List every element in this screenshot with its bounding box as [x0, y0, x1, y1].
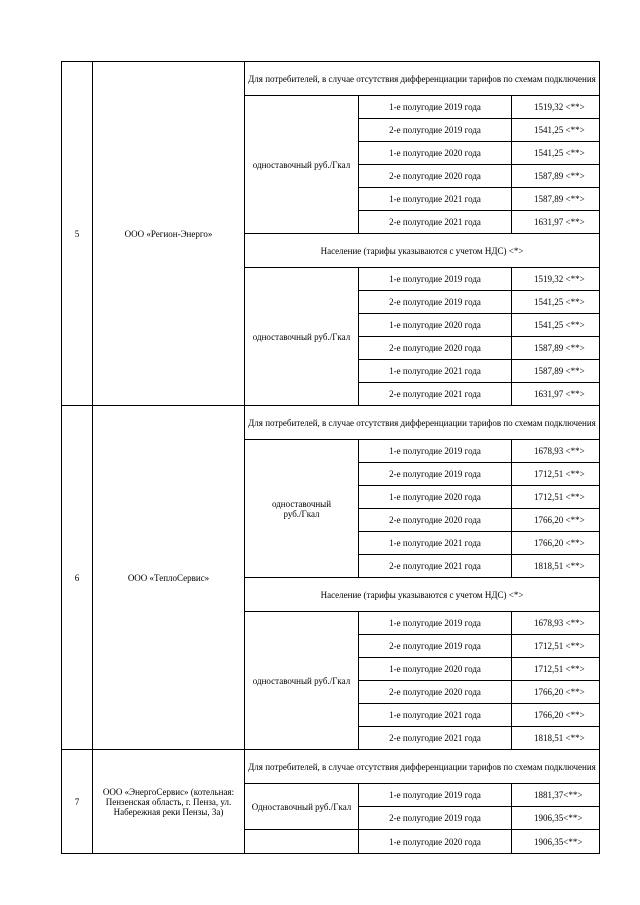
tariff-value: 1818,51 <**>	[512, 555, 600, 578]
tariff-value: 1678,93 <**>	[512, 612, 600, 635]
period: 1-е полугодие 2020 года	[359, 142, 512, 165]
period: 2-е полугодие 2019 года	[359, 291, 512, 314]
period: 2-е полугодие 2021 года	[359, 211, 512, 234]
period: 1-е полугодие 2020 года	[359, 314, 512, 337]
section-title-row	[62, 750, 600, 784]
tariff-value: 1766,20 <**>	[512, 509, 600, 532]
period: 1-е полугодие 2019 года	[359, 268, 512, 291]
period: 2-е полугодие 2021 года	[359, 383, 512, 406]
section-title: Население (тарифы указываются с учетом НДС) <*>	[245, 234, 600, 268]
tariff-value: 1766,20 <**>	[512, 681, 600, 704]
period: 1-е полугодие 2021 года	[359, 360, 512, 383]
section-title: Для потребителей, в случае отсутствия дифференциации тарифов по схемам подключения	[245, 62, 600, 96]
period: 2-е полугодие 2019 года	[359, 807, 512, 830]
tariff-value: 1766,20 <**>	[512, 532, 600, 555]
period: 2-е полугодие 2020 года	[359, 337, 512, 360]
tariff-table-body	[62, 62, 600, 854]
section-title-row	[62, 62, 600, 96]
tariff-value: 1881,37<**>	[512, 784, 600, 807]
section-title: Население (тарифы указываются с учетом НДС) <*>	[245, 578, 600, 612]
period: 1-е полугодие 2019 года	[359, 440, 512, 463]
tariff-value: 1541,25 <**>	[512, 291, 600, 314]
period: 1-е полугодие 2020 года	[359, 658, 512, 681]
tariff-value: 1631,97 <**>	[512, 211, 600, 234]
section-title-row	[62, 406, 600, 440]
period: 2-е полугодие 2020 года	[359, 509, 512, 532]
group-number: 6	[62, 406, 93, 750]
group-number: 5	[62, 62, 93, 406]
tariff-value: 1519,32 <**>	[512, 268, 600, 291]
tariff-value: 1678,93 <**>	[512, 440, 600, 463]
tariff-type: одноставочный руб./Гкал	[245, 440, 359, 578]
period: 2-е полугодие 2020 года	[359, 681, 512, 704]
group-number: 7	[62, 750, 93, 854]
period: 1-е полугодие 2019 года	[359, 784, 512, 807]
tariff-value: 1818,51 <**>	[512, 727, 600, 750]
tariff-table	[61, 61, 600, 854]
tariff-type: Одноставочный руб./Гкал	[245, 784, 359, 830]
period: 1-е полугодие 2019 года	[359, 612, 512, 635]
tariff-value: 1906,35<**>	[512, 807, 600, 830]
tariff-value: 1712,51 <**>	[512, 658, 600, 681]
period: 2-е полугодие 2019 года	[359, 635, 512, 658]
tariff-value: 1766,20 <**>	[512, 704, 600, 727]
organization-name: ООО «ТеплоСервис»	[93, 406, 245, 750]
tariff-value: 1906,35<**>	[512, 830, 600, 854]
tariff-value: 1712,51 <**>	[512, 635, 600, 658]
tariff-value: 1631,97 <**>	[512, 383, 600, 406]
section-title: Для потребителей, в случае отсутствия дифференциации тарифов по схемам подключения	[245, 750, 600, 784]
tariff-value: 1519,32 <**>	[512, 96, 600, 119]
tariff-value: 1712,51 <**>	[512, 463, 600, 486]
period: 1-е полугодие 2020 года	[359, 830, 512, 854]
tariff-value: 1541,25 <**>	[512, 314, 600, 337]
period: 2-е полугодие 2021 года	[359, 555, 512, 578]
period: 1-е полугодие 2020 года	[359, 486, 512, 509]
tariff-value: 1541,25 <**>	[512, 142, 600, 165]
period: 2-е полугодие 2020 года	[359, 165, 512, 188]
period: 2-е полугодие 2021 года	[359, 727, 512, 750]
period: 2-е полугодие 2019 года	[359, 463, 512, 486]
organization-name: ООО «Регион-Энерго»	[93, 62, 245, 406]
section-title: Для потребителей, в случае отсутствия дифференциации тарифов по схемам подключения	[245, 406, 600, 440]
period: 1-е полугодие 2021 года	[359, 532, 512, 555]
period: 1-е полугодие 2021 года	[359, 188, 512, 211]
tariff-type: одноставочный руб./Гкал	[245, 268, 359, 406]
tariff-type: одноставочный руб./Гкал	[245, 96, 359, 234]
tariff-value: 1712,51 <**>	[512, 486, 600, 509]
period: 1-е полугодие 2021 года	[359, 704, 512, 727]
tariff-value: 1541,25 <**>	[512, 119, 600, 142]
tariff-type: одноставочный руб./Гкал	[245, 612, 359, 750]
tariff-value: 1587,89 <**>	[512, 337, 600, 360]
tariff-value: 1587,89 <**>	[512, 165, 600, 188]
organization-name: ООО «ЭнергоСервис» (котельная: Пензенская область, г. Пенза, ул. Набережная реки Пензы, 3а)	[93, 750, 245, 854]
tariff-value: 1587,89 <**>	[512, 360, 600, 383]
period: 1-е полугодие 2019 года	[359, 96, 512, 119]
period: 2-е полугодие 2019 года	[359, 119, 512, 142]
tariff-value: 1587,89 <**>	[512, 188, 600, 211]
empty-cell	[245, 830, 359, 854]
